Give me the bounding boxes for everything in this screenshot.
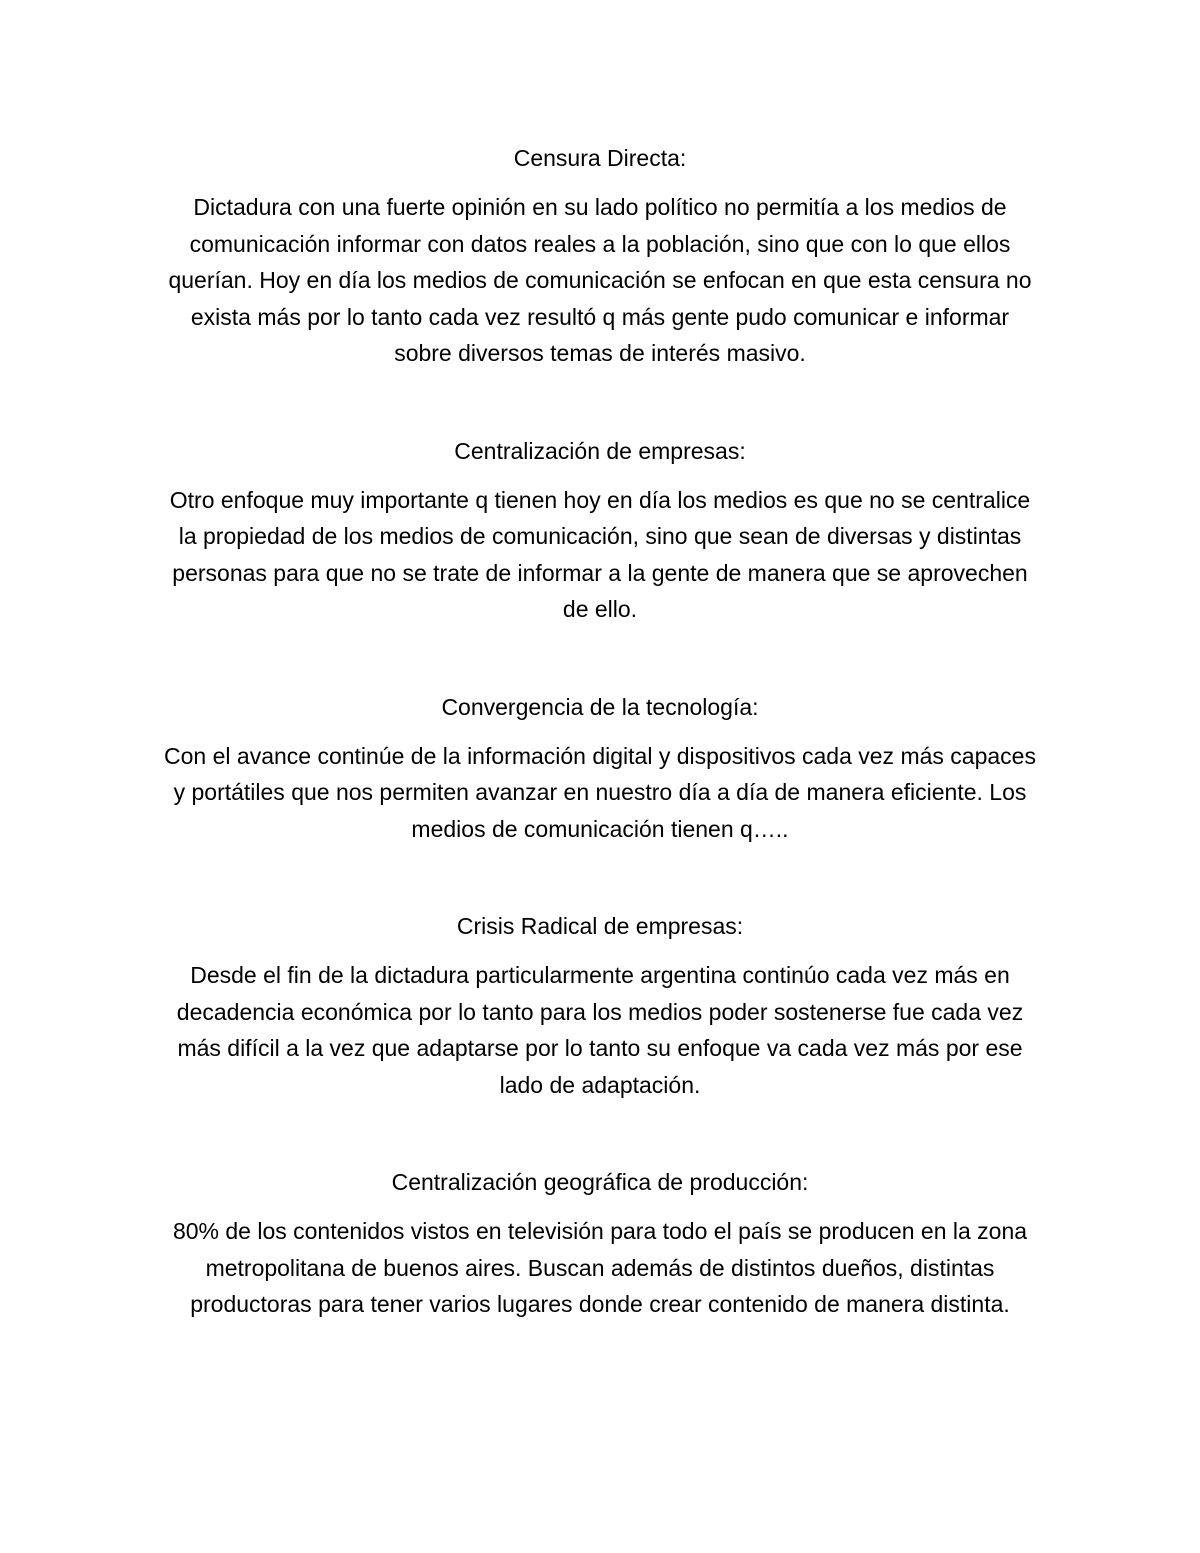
document-content — [160, 141, 1040, 1385]
section-heading: Crisis Radical de empresas: — [456, 913, 744, 939]
section-heading: Centralización geográfica de producción: — [391, 1169, 809, 1195]
section-body: 80% de los contenidos vistos en televisión para todo el país se producen en la zona metropolitana de buenos aires. Buscan además de distintos dueños, distintas productoras para tener varios lugares donde crear contenido de manera distinta. — [172, 1218, 1028, 1317]
section-body: Desde el fin de la dictadura particularmente argentina continúo cada vez más en decadencia económica por lo tanto para los medios poder sostenerse fue cada vez más difícil a la vez que adaptarse por lo tanto su enfoque va cada vez más por ese lado de adaptación. — [176, 962, 1024, 1098]
section-crisis-radical — [160, 909, 1040, 1103]
section-convergencia-tecnologia — [160, 690, 1040, 848]
section-centralizacion-geografica — [160, 1165, 1040, 1323]
section-censura-directa — [160, 141, 1040, 372]
section-heading: Censura Directa: — [513, 145, 687, 171]
section-heading: Convergencia de la tecnología: — [441, 693, 759, 720]
section-centralizacion-empresas — [160, 434, 1040, 628]
section-body: Otro enfoque muy importante q tienen hoy en día los medios es que no se centralice la propiedad de los medios de comunicación, sino que sean de diversas y distintas personas para que no se trate de informar a la gente de manera que se aprovechen de ello. — [169, 486, 1031, 622]
section-body: Con el avance continúe de la información digital y dispositivos cada vez más capaces y portátiles que nos permiten avanzar en nuestro día a día de manera eficiente. Los medios de comunicación tienen q….. — [164, 742, 1036, 842]
section-body: Dictadura con una fuerte opinión en su lado político no permitía a los medios de comunicación informar con datos reales a la población, sino que con lo que ellos querían. Hoy en día los medios de comunicación se enfocan en que esta censura no exista más por lo tanto cada vez resultó q más gente pudo comunicar e informar sobre diversos temas de interés masivo. — [168, 194, 1032, 366]
section-heading: Centralización de empresas: — [454, 437, 746, 464]
